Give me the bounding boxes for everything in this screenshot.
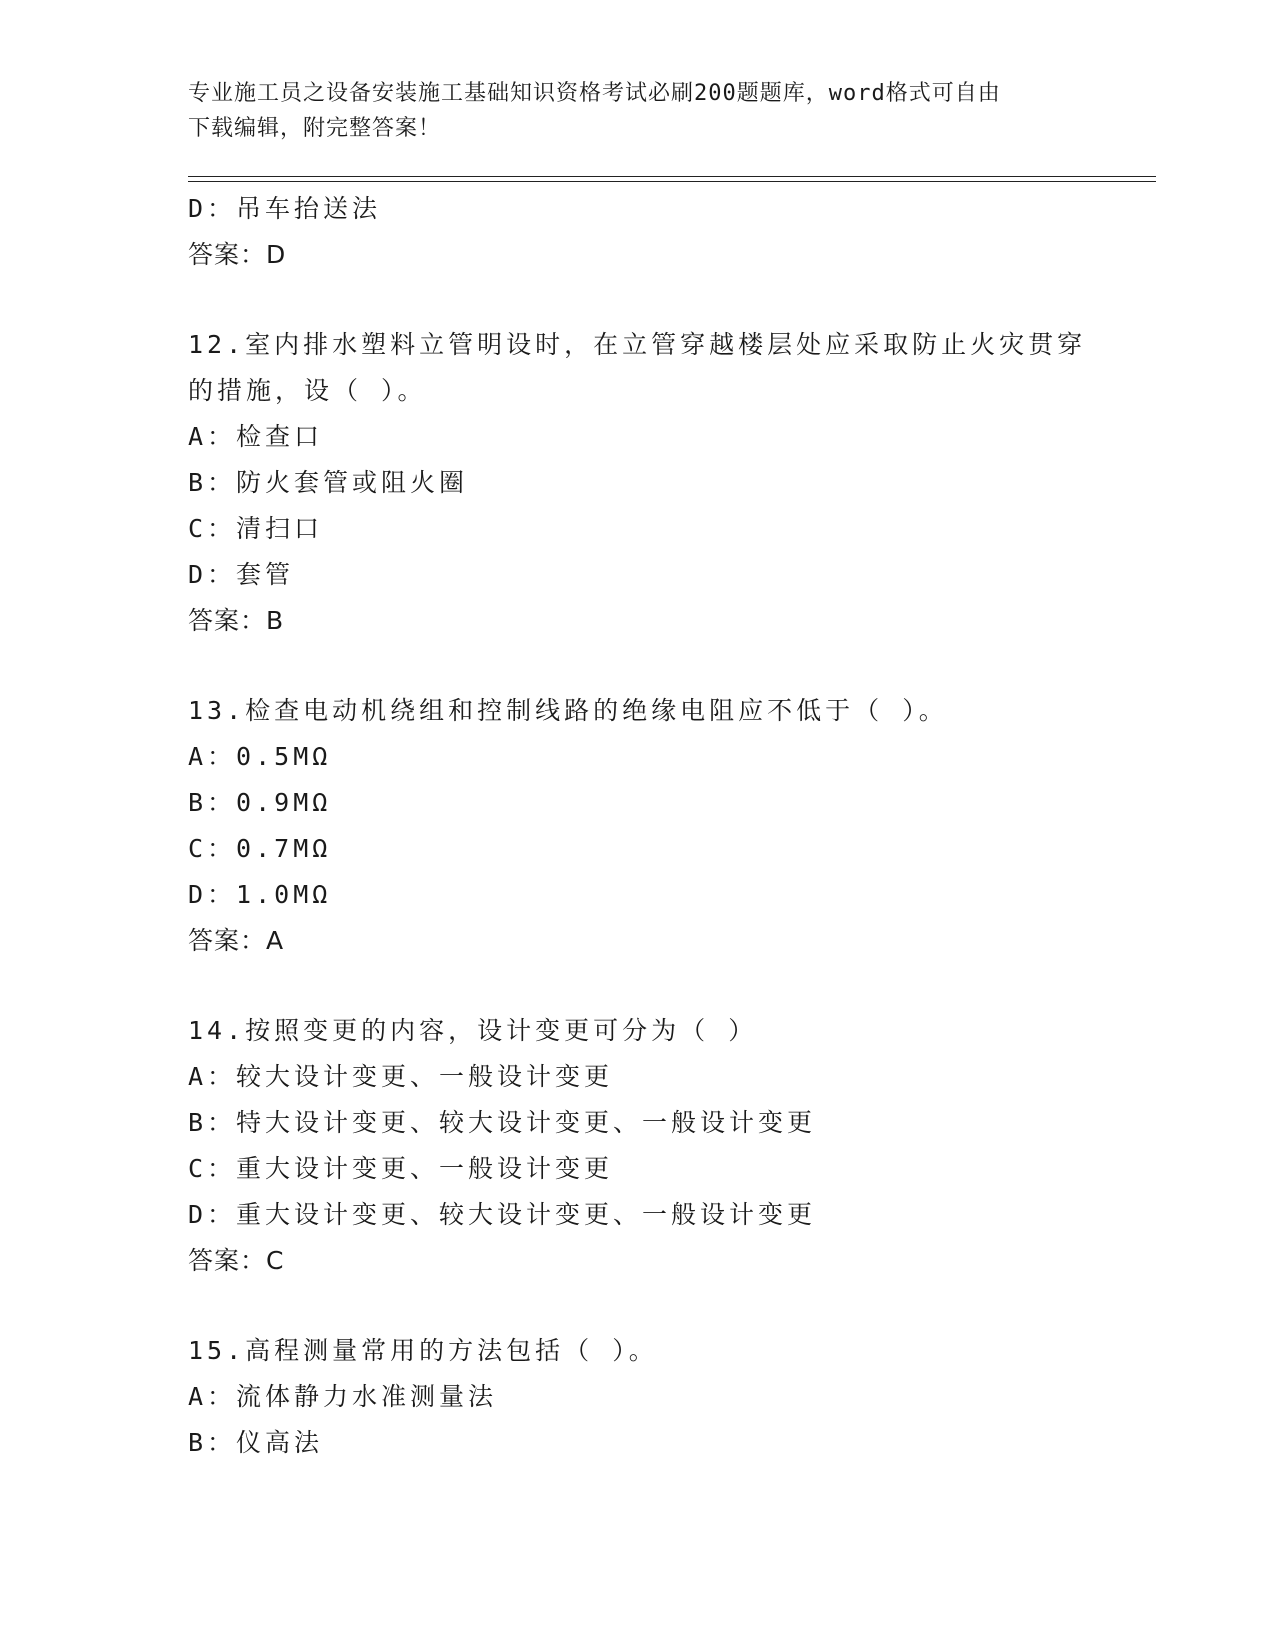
option-b: B：仪高法 (188, 1428, 324, 1457)
question-stem-continued: 的措施，设（ ）。 (188, 376, 427, 405)
header-title-line-2: 下载编辑，附完整答案！ (188, 116, 442, 141)
option-b: B：特大设计变更、较大设计变更、一般设计变更 (188, 1108, 817, 1137)
question-15 (188, 1328, 1148, 1466)
option-a: A：0.5MΩ (188, 742, 332, 771)
option-c: C：0.7MΩ (188, 834, 332, 863)
question-stem: 13.检查电动机绕组和控制线路的绝缘电阻应不低于（ ）。 (188, 696, 948, 725)
question-stem: 12.室内排水塑料立管明设时，在立管穿越楼层处应采取防止火灾贯穿 (188, 330, 1087, 359)
option-c: C：清扫口 (188, 514, 324, 543)
question-11-tail (188, 186, 1148, 278)
option-d: D：吊车抬送法 (188, 194, 382, 223)
header-rule-bottom (188, 181, 1156, 182)
option-a: A：较大设计变更、一般设计变更 (188, 1062, 614, 1091)
header-title-line-1: 专业施工员之设备安装施工基础知识资格考试必刷200题题库，word格式可自由 (188, 81, 1001, 106)
option-a: A：检查口 (188, 422, 324, 451)
option-d: D：1.0MΩ (188, 880, 332, 909)
option-d: D：重大设计变更、较大设计变更、一般设计变更 (188, 1200, 817, 1229)
answer-line: 答案：D (188, 240, 287, 269)
option-b: B：0.9MΩ (188, 788, 332, 817)
answer-line: 答案：A (188, 926, 285, 955)
answer-line: 答案：C (188, 1246, 285, 1275)
option-a: A：流体静力水准测量法 (188, 1382, 498, 1411)
answer-line: 答案：B (188, 606, 285, 635)
question-12 (188, 322, 1148, 644)
question-content (188, 186, 1148, 1510)
header-rule-top (188, 176, 1156, 177)
question-13 (188, 688, 1148, 964)
option-d: D：套管 (188, 560, 295, 589)
question-14 (188, 1008, 1148, 1284)
question-stem: 15.高程测量常用的方法包括（ ）。 (188, 1336, 658, 1365)
option-b: B：防火套管或阻火圈 (188, 468, 469, 497)
question-stem: 14.按照变更的内容，设计变更可分为（ ） (188, 1016, 758, 1045)
option-c: C：重大设计变更、一般设计变更 (188, 1154, 614, 1183)
document-header (188, 76, 1068, 146)
